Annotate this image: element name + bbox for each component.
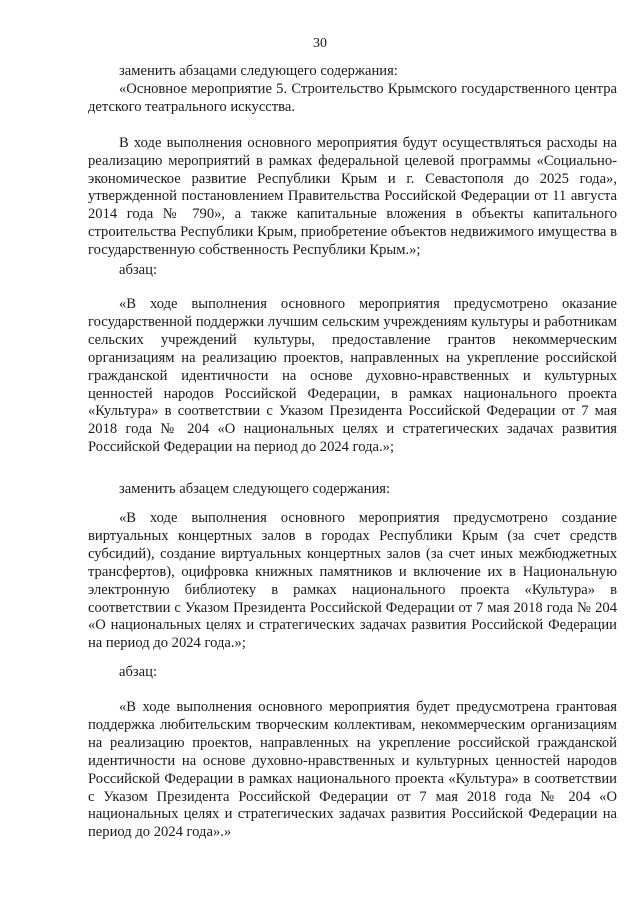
body-text: [88, 63, 617, 260]
instruction-replace-paragraphs: заменить абзацами следующего содержания:: [119, 63, 398, 79]
body-text-7: [88, 699, 617, 842]
body-text-5: [88, 510, 617, 653]
paragraph-main-event-5-expenses: В ходе выполнения основного мероприятия будут осуществляться расходы на реализацию мероприятий в рамках федеральной целевой программы «Социально-экономическое развитие Республики Крым и г. Севастополя до 2025 года», утвержденной постановлением Правительства Российской Федерации от 11 августа 2014 года № 790», а также капитальные вложения в объекты капитального строительства Республики Крым, приобретение объектов недвижимого имущества в государственную собственность Республики Крым.»;: [88, 134, 617, 259]
body-text-6: [88, 664, 617, 682]
label-abzats-1: абзац:: [119, 262, 158, 278]
body-text-4: [88, 481, 617, 499]
body-text-2: [88, 262, 617, 280]
paragraph-main-event-5-title: «Основное мероприятие 5. Строительство Крымского государственного центра детского театрального искусства.: [88, 80, 617, 115]
instruction-replace-paragraph: заменить абзацем следующего содержания:: [119, 481, 391, 497]
paragraph-state-support-rural: «В ходе выполнения основного мероприятия предусмотрено оказание государственной поддержки лучшим сельским учреждениям культуры и работникам сельских учреждений культуры, предоставление грантов некоммерческим организациям на реализацию проектов, направленных на укрепление российской гражданской идентичности на основе духовно-нравственных и культурных ценностей народов Российской Федерации, в рамках национального проекта «Культура» в соответствии с Указом Президента Российской Федерации от 7 мая 2018 года № 204 «О национальных целях и стратегических задачах развития Российской Федерации на период до 2024 года.»;: [88, 296, 617, 456]
paragraph-grant-support: «В ходе выполнения основного мероприятия будет предусмотрена грантовая поддержка любительским творческим коллективам, некоммерческим организациям на реализацию проектов, направленных на укрепление российской гражданской идентичности на основе духовно-нравственных и культурных ценностей народов Российской Федерации в рамках национального проекта «Культура» в соответствии с Указом Президента Российской Федерации от 7 мая 2018 года № 204 «О национальных целях и стратегических задачах развития Российской Федерации на период до 2024 года».»: [88, 699, 617, 841]
paragraph-virtual-concert-halls: «В ходе выполнения основного мероприятия предусмотрено создание виртуальных концертных залов в городах Республики Крым (за счет средств субсидий), создание виртуальных концертных залов (за счет иных межбюджетных трансфертов), оцифровка книжных памятников и включение их в Национальную электронную библиотеку в рамках национального проекта «Культура» в соответствии с Указом Президента Российской Федерации от 7 мая 2018 года № 204 «О национальных целях и стратегических задачах развития Российской Федерации на период до 2024 года.»;: [88, 510, 617, 652]
body-text-3: [88, 296, 617, 457]
page-number: 30: [313, 36, 327, 51]
label-abzats-2: абзац:: [119, 664, 158, 680]
